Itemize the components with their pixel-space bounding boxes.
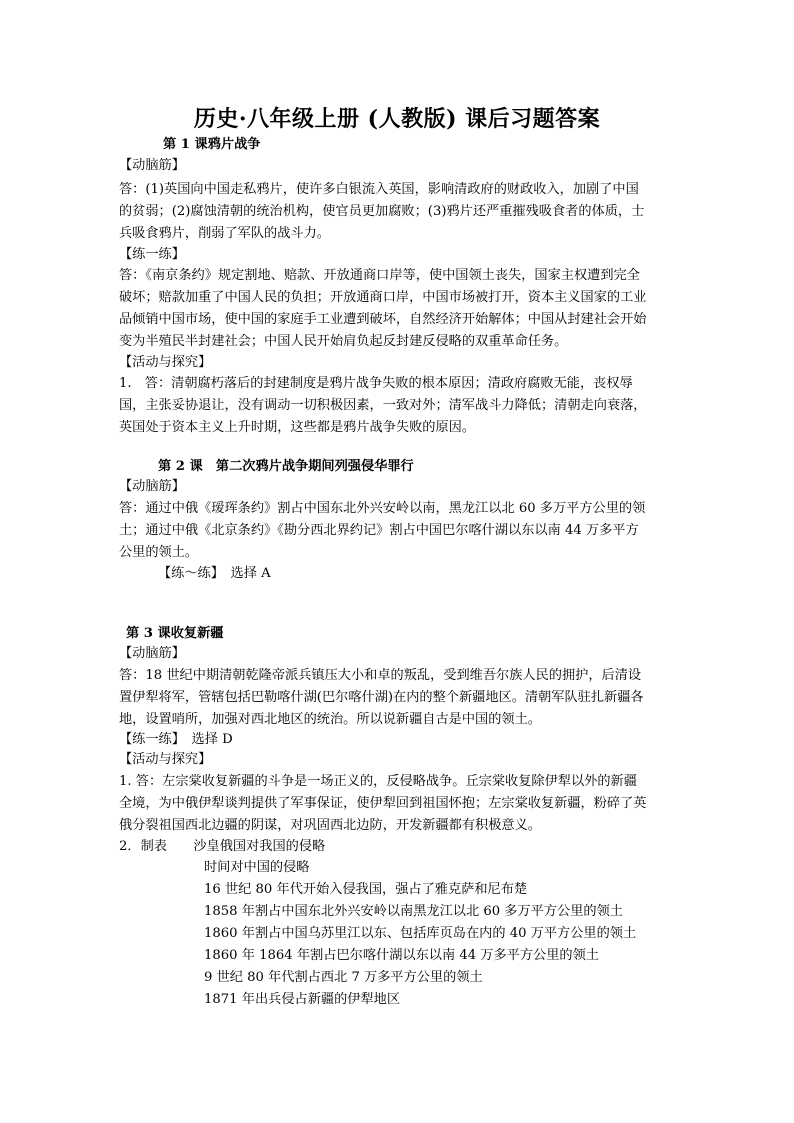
- lesson-3-brainstorm-line: 答：18 世纪中期清朝乾隆帝派兵镇压大小和卓的叛乱，受到维吾尔族人民的拥护，后清设: [119, 668, 642, 683]
- lesson-3-table-header: 时间对中国的侵略: [204, 860, 310, 875]
- lesson-3-section-brainstorm-header: 【动脑筋】: [119, 646, 185, 661]
- lesson-1-practice-line: 答：《南京条约》规定割地、赔款、开放通商口岸等，使中国领土丧失，国家主权遭到完全: [119, 268, 640, 283]
- lesson-3-activity-line: 1. 答：左宗棠收复新疆的斗争是一场正义的，反侵略战争。丘宗棠收复除伊犁以外的新疆: [119, 774, 637, 789]
- lesson-3-table-row: 1860 年割占中国乌苏里江以东、包括库页岛在内的 40 万平方公里的领土: [204, 926, 637, 941]
- lesson-1-section-practice-header: 【练一练】: [119, 247, 185, 262]
- document-title: 历史·八年级上册 (人教版) 课后习题答案: [193, 106, 601, 132]
- lesson-3-activity-line: 俄分裂祖国西北边疆的阴谋，对巩固西北边防，开发新疆都有积极意义。: [119, 818, 541, 833]
- lesson-1-brainstorm-line: 的贫弱；(2)腐蚀清朝的统治机构，使官员更加腐败；(3)鸦片还严重摧残吸食者的体质，士: [119, 204, 645, 219]
- lesson-3-table-row: 9 世纪 80 年代割占西北 7 万多平方公里的领土: [204, 970, 483, 985]
- lesson-1-brainstorm-line: 兵吸食鸦片，削弱了军队的战斗力。: [119, 226, 330, 241]
- lesson-3-table-row: 1871 年出兵侵占新疆的伊犁地区: [204, 992, 401, 1007]
- lesson-1-practice-line: 变为半殖民半封建社会；中国人民开始肩负起反封建反侵略的双重革命任务。: [119, 334, 568, 349]
- lesson-3-section-activity-header: 【活动与探究】: [119, 752, 212, 767]
- lesson-1-practice-line: 品倾销中国市场，使中国的家庭手工业遭到破坏，自然经济开始解体；中国从封建社会开始: [119, 312, 647, 327]
- lesson-2-section-brainstorm-header: 【动脑筋】: [119, 479, 185, 494]
- lesson-1-section-activity-header: 【活动与探究】: [119, 355, 212, 370]
- lesson-1-practice-line: 破坏；赔款加重了中国人民的负担；开放通商口岸，中国市场被打开，资本主义国家的工业: [119, 290, 647, 305]
- lesson-3-table-intro: 2．制表 沙皇俄国对我国的侵略: [119, 839, 326, 854]
- lesson-1-activity-line: 国，主张妥协退让，没有调动一切积极因素，一致对外；清军战斗力降低；清朝走向衰落，: [119, 398, 647, 413]
- lesson-1-activity-line: 1. 答：清朝腐朽落后的封建制度是鸦片战争失败的根本原因；清政府腐败无能，丧权辱: [119, 376, 633, 391]
- lesson-1-brainstorm-line: 答：(1)英国向中国走私鸦片，使许多白银流入英国，影响清政府的财政收入，加剧了中国: [119, 182, 639, 197]
- lesson-3-practice-answer: 【练一练】 选择 D: [119, 732, 233, 747]
- lesson-3-brainstorm-line: 置伊犁将军，管辖包括巴勒喀什湖(巴尔喀什湖)在内的整个新疆地区。清朝军队驻扎新疆各: [119, 690, 644, 705]
- lesson-2-brainstorm-line: 公里的领土。: [119, 545, 199, 560]
- lesson-3-brainstorm-line: 地，设置哨所，加强对西北地区的统治。所以说新疆自古是中国的领土。: [119, 712, 541, 727]
- lesson-2-brainstorm-line: 答：通过中俄《瑷珲条约》割占中国东北外兴安岭以南，黑龙江以北 60 多万平方公里的领: [119, 501, 646, 516]
- lesson-3-activity-line: 全境，为中俄伊犁谈判提供了军事保证，使伊犁回到祖国怀抱；左宗棠收复新疆，粉碎了英: [119, 796, 647, 811]
- lesson-3-table-row: 16 世纪 80 年代开始入侵我国，强占了雅克萨和尼布楚: [204, 882, 528, 897]
- lesson-3-table-row: 1858 年割占中国东北外兴安岭以南黑龙江以北 60 多万平方公里的领土: [204, 904, 623, 919]
- lesson-2-heading: 第 2 课 第二次鸦片战争期间列强侵华罪行: [158, 459, 414, 474]
- lesson-3-table-row: 1860 年 1864 年割占巴尔喀什湖以东以南 44 万多平方公里的领土: [204, 948, 599, 963]
- lesson-1-activity-line: 英国处于资本主义上升时期，这些都是鸦片战争失败的原因。: [119, 420, 476, 435]
- lesson-1-section-brainstorm-header: 【动脑筋】: [119, 158, 185, 173]
- lesson-3-heading: 第 3 课收复新疆: [126, 626, 224, 641]
- lesson-2-practice-answer: 【练～练】 选择 A: [158, 566, 271, 581]
- lesson-1-heading: 第 1 课鸦片战争: [163, 137, 261, 152]
- lesson-2-brainstorm-line: 土；通过中俄《北京条约》《勘分西北界约记》割占中国巴尔喀什湖以东以南 44 万多平方: [119, 523, 639, 538]
